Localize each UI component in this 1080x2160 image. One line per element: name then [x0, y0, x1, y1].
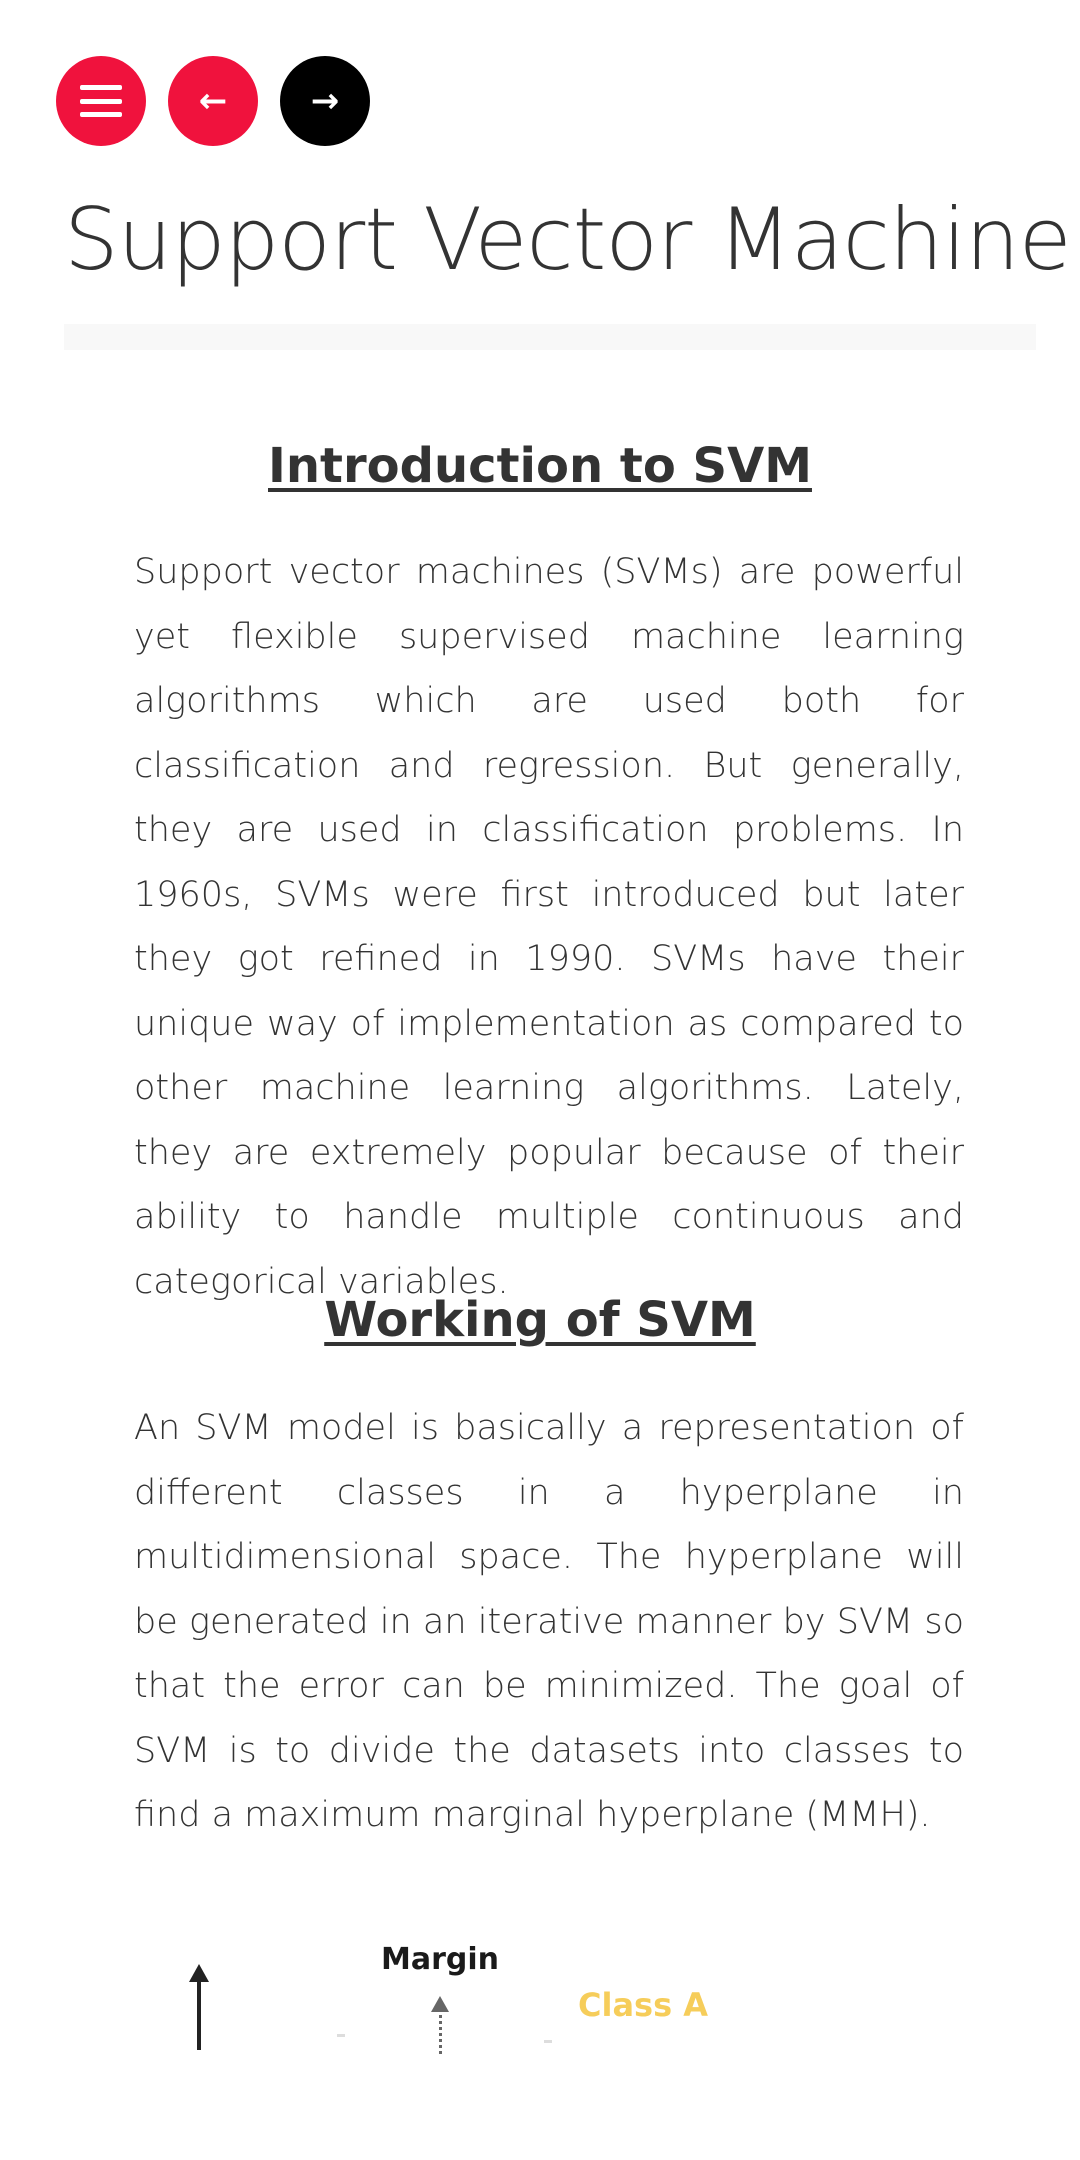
margin-arrow-icon: [439, 2008, 445, 2054]
title-divider: [64, 324, 1036, 350]
section-heading-introduction: Introduction to SVM: [268, 438, 812, 494]
svm-diagram: [134, 1930, 964, 2160]
section-paragraph-working: An SVM model is basically a representation of different classes in a hyperplane in multidimensional space. The hyperplane will be generated in an iterative manner by SVM so that the error can be minimized. The goal of SVM is to divide the datasets into classes to find a maximum marginal hyperplane (MMH).: [134, 1408, 964, 1835]
forward-button[interactable]: [280, 56, 370, 146]
section-paragraph-introduction: Support vector machines (SVMs) are powerful yet flexible supervised machine learning algorithms which are used both for classification and regression. But generally, they are used in classification problems. In 1960s, SVMs were first introduced but later they got refined in 1990. SVMs have their unique way of implementation as compared to other machine learning algorithms. Lately, they are extremely popular because of their ability to handle multiple continuous and categorical variables.: [134, 552, 964, 1302]
page-title: Support Vector Machine: [64, 190, 1071, 290]
back-button[interactable]: [168, 56, 258, 146]
arrow-right-icon: →: [310, 81, 340, 121]
class-a-label: Class A: [578, 1986, 709, 2024]
menu-button[interactable]: [56, 56, 146, 146]
diagram-mark: [544, 2040, 552, 2043]
section-heading-working: Working of SVM: [324, 1292, 756, 1348]
margin-label: Margin: [381, 1942, 500, 1977]
hamburger-menu-icon: [80, 85, 122, 117]
y-axis-arrow-icon: [197, 1978, 201, 2050]
diagram-mark: [337, 2034, 345, 2037]
arrow-left-icon: ←: [198, 81, 228, 121]
